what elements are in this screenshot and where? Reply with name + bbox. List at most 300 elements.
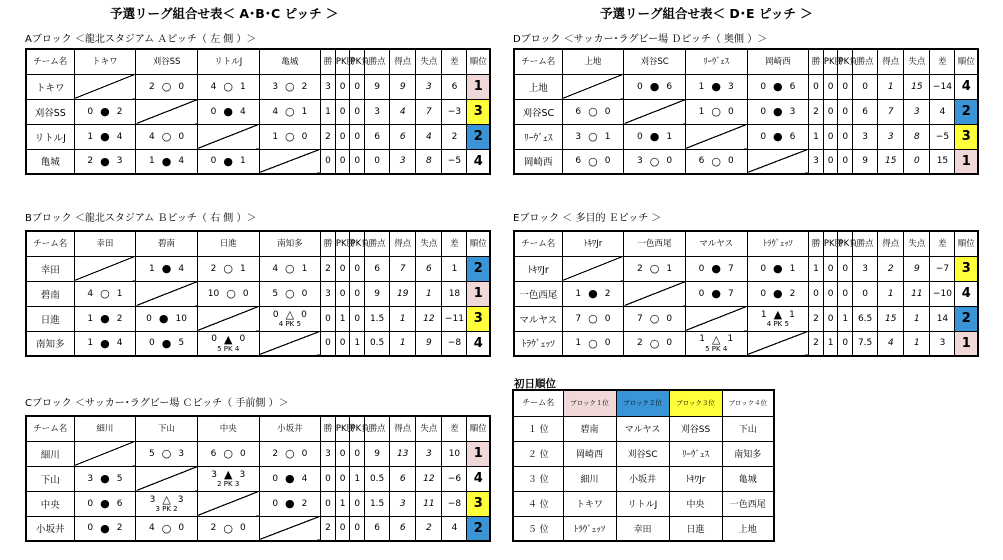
header-win: 勝 [321,416,336,441]
match-result [259,491,321,516]
score-for: 0 [87,106,94,117]
pk-wins: 0 [335,99,350,124]
team-name: トキワ [26,74,74,99]
score-against: 0 [728,156,734,167]
score-for: 3 [575,131,582,142]
result-symbol: ○ [285,447,295,460]
score-against: 0 [242,288,249,299]
block-table [25,230,491,357]
header-pkwin: PK勝 [335,231,350,256]
goals-against: 0 [904,149,930,174]
result-symbol: ● [161,262,172,275]
block-table [25,48,491,175]
score-for: 0 [760,106,767,117]
result-symbol: ○ [285,105,295,118]
score-against: 2 [301,498,308,509]
header-opponent: 幸田 [74,231,136,256]
score-line [748,131,809,142]
self-cell [562,256,624,281]
points: 0 [853,281,878,306]
score-for: 4 [272,263,279,274]
match-result [74,306,136,331]
score-against: 3 [239,469,246,480]
result-symbol: ● [100,154,110,168]
header-points: 勝点 [365,231,390,256]
score-line [563,313,624,324]
score-line [686,156,747,167]
score-against: 6 [789,131,796,142]
result-symbol: ● [100,312,110,325]
result-symbol: ● [711,80,721,93]
match-result [685,149,747,174]
header-opponent: 下山 [136,416,198,441]
team-row [514,149,978,174]
score-against: 0 [178,81,185,92]
match-result [136,74,198,99]
match-result [197,281,259,306]
pk-wins: 0 [335,516,350,541]
final-header-team: チーム名 [513,390,563,416]
goals-against: 4 [416,124,442,149]
score-line [136,156,197,167]
team-row [26,466,490,491]
match-result [747,74,809,99]
match-result [747,281,809,306]
score-against: 2 [301,81,308,92]
result-symbol: ▲ [223,468,233,481]
result-symbol: ○ [649,262,660,275]
score-line [198,334,259,345]
header-opponent: ﾄﾗｳﾞｪｯｿ [747,231,809,256]
self-cell [197,124,259,149]
points: 1.5 [365,306,390,331]
result-symbol: △ [162,493,171,506]
final-header-block-rank: ブロック２位 [616,390,669,416]
score-for: 0 [272,498,279,509]
goals-against: 2 [416,516,442,541]
match-result [136,149,198,174]
pk-losses: 0 [838,74,853,99]
team-name: 刈谷SC [514,99,562,124]
score-for: 7 [637,313,643,324]
header-opponent: 日進 [197,231,259,256]
goal-diff: −3 [442,99,467,124]
score-for: 0 [637,81,643,92]
score-against: 0 [666,338,673,349]
pk-wins: 0 [823,256,838,281]
score-for: 2 [87,156,94,167]
points: 9 [365,441,390,466]
match-result [624,306,686,331]
score-for: 1 [87,313,94,324]
result-symbol: ● [649,130,660,143]
final-row [513,441,774,466]
wins: 3 [321,441,336,466]
score-for: 3 [211,469,217,480]
points: 0.5 [365,331,390,356]
goal-diff: −7 [930,256,955,281]
goals-against: 3 [904,99,930,124]
match-result [747,256,809,281]
self-cell [136,281,198,306]
match-result [136,306,198,331]
points: 1.5 [365,491,390,516]
score-for: 2 [210,523,217,534]
result-symbol: ○ [588,130,598,143]
rank: 4 [955,74,978,99]
final-team: ﾄﾗｳﾞｪｯｿ [563,516,616,541]
header-opponent: リトルJ [197,49,259,74]
score-for: 4 [149,131,155,142]
wins: 3 [321,74,336,99]
score-for: 1 [87,338,94,349]
header-win: 勝 [809,231,824,256]
self-cell [136,99,198,124]
final-team: 一色西尾 [722,491,774,516]
header-pkwin: PK勝 [335,49,350,74]
goals-for: 7 [390,256,416,281]
pk-wins: 0 [335,466,350,491]
self-cell [259,149,321,174]
result-symbol: ● [711,287,721,300]
score-for: 0 [146,313,152,324]
result-symbol: ○ [226,287,236,300]
team-row [514,99,978,124]
team-name: 碧南 [26,281,74,306]
header-gf: 得点 [390,49,416,74]
result-symbol: ○ [285,80,295,93]
goals-for: 15 [878,306,904,331]
match-result [624,149,686,174]
self-cell [197,306,259,331]
header-points: 勝点 [853,49,878,74]
score-line [686,81,747,92]
team-name: 刈谷SS [26,99,74,124]
score-for: 0 [210,156,217,167]
score-against: 6 [116,498,123,509]
final-team: 碧南 [563,416,616,441]
score-line [136,131,197,142]
match-result [197,466,259,491]
score-against: 6 [789,81,796,92]
team-row [26,491,490,516]
result-symbol: ● [100,130,110,143]
header-win: 勝 [809,49,824,74]
goals-against: 11 [416,491,442,516]
final-team: 小坂井 [616,466,669,491]
header-opponent: 刈谷SC [624,49,686,74]
final-row [513,516,774,541]
score-line [75,498,136,509]
team-name: 細川 [26,441,74,466]
match-result [259,441,321,466]
goal-diff: 2 [442,124,467,149]
team-name: 一色西尾 [514,281,562,306]
header-ga: 失点 [904,49,930,74]
header-opponent: 亀城 [259,49,321,74]
result-symbol: ▲ [773,308,783,321]
match-result [562,124,624,149]
score-line [198,81,259,92]
pk-score: 5 PK 4 [705,344,728,353]
self-cell [259,516,321,541]
header-win: 勝 [321,231,336,256]
score-for: 4 [210,81,217,92]
final-team: ﾘｰｳﾞｪｽ [669,441,722,466]
match-result [74,149,136,174]
rank: 2 [955,306,978,331]
score-against: 4 [240,106,246,117]
rank: 4 [467,466,490,491]
goals-against: 9 [416,331,442,356]
pk-losses: 0 [350,256,365,281]
header-opponent: 中央 [197,416,259,441]
team-row [514,256,978,281]
result-symbol: ● [158,312,169,325]
pk-losses: 0 [350,491,365,516]
header-gf: 得点 [390,416,416,441]
match-result [624,124,686,149]
score-for: 2 [272,448,279,459]
final-place: １ 位 [513,416,563,441]
goals-against: 9 [904,256,930,281]
goal-diff: −11 [442,306,467,331]
match-result [74,124,136,149]
final-team: 上地 [722,516,774,541]
score-against: 0 [301,448,308,459]
score-for: 0 [149,338,155,349]
result-symbol: △ [711,332,721,346]
score-line [260,81,321,92]
wins: 0 [809,74,824,99]
score-line [136,338,197,349]
score-for: 0 [760,131,767,142]
wins: 0 [321,466,336,491]
header-opponent: ﾘｰｳﾞｪｽ [685,49,747,74]
result-symbol: ○ [649,336,660,350]
score-against: 1 [666,263,673,274]
score-against: 10 [175,313,187,324]
rank: 2 [467,516,490,541]
match-result [562,281,624,306]
points: 0 [853,74,878,99]
score-for: 1 [149,156,155,167]
result-symbol: ○ [285,130,295,143]
result-symbol: ● [100,521,110,535]
self-cell [74,441,136,466]
header-opponent: トキワ [74,49,136,74]
score-for: 1 [699,334,705,345]
score-for: 5 [149,448,155,459]
team-name: リトルJ [26,124,74,149]
wins: 2 [809,306,824,331]
team-name: 亀城 [26,149,74,174]
score-for: 1 [87,131,94,142]
score-against: 2 [116,106,123,117]
match-result [747,99,809,124]
pk-losses: 0 [838,256,853,281]
team-row [26,256,490,281]
score-line [624,338,685,349]
match-result [259,306,321,331]
block-table [513,230,979,357]
points: 0.5 [365,466,390,491]
goals-against: 8 [904,124,930,149]
team-name: 南知多 [26,331,74,356]
rank: 4 [467,331,490,356]
wins: 3 [321,281,336,306]
points: 6 [365,516,390,541]
goal-diff: 4 [442,516,467,541]
goal-diff: 6 [442,74,467,99]
score-for: 0 [272,309,279,320]
score-against: 0 [240,523,246,534]
pk-wins: 0 [335,256,350,281]
team-row [26,124,490,149]
self-cell [624,281,686,306]
score-line [136,263,197,274]
pk-wins: 0 [823,149,838,174]
match-result [74,466,136,491]
goal-diff: 4 [930,99,955,124]
score-for: 0 [210,106,217,117]
header-opponent: ﾄｷﾜJr [562,231,624,256]
score-against: 4 [116,338,123,349]
final-row [513,491,774,516]
goals-against: 11 [904,281,930,306]
pk-wins: 0 [335,331,350,356]
result-symbol: ● [100,105,110,118]
match-result [197,441,259,466]
match-result [197,516,259,541]
score-line [563,131,624,142]
score-for: 0 [211,334,217,345]
pk-losses: 0 [838,331,853,356]
match-result [259,281,321,306]
wins: 2 [809,99,824,124]
match-result [562,331,624,356]
score-for: 4 [272,106,279,117]
header-opponent: 上地 [562,49,624,74]
result-symbol: ● [773,105,783,118]
points: 6 [365,256,390,281]
score-against: 3 [728,81,734,92]
result-symbol: ○ [223,521,233,535]
pk-wins: 1 [335,491,350,516]
header-team: チーム名 [514,49,562,74]
goal-diff: 10 [442,441,467,466]
result-symbol: ● [711,262,721,275]
self-cell [259,331,321,356]
score-for: 3 [637,156,643,167]
score-line [624,263,685,274]
score-for: 7 [575,313,582,324]
score-line [624,313,685,324]
result-symbol: ● [649,80,660,93]
match-result [685,281,747,306]
score-line [75,131,136,142]
score-against: 4 [178,156,185,167]
result-symbol: ○ [649,312,660,325]
team-name: ﾄｷﾜJr [514,256,562,281]
self-cell [685,306,747,331]
score-against: 3 [116,156,123,167]
header-pkloss: PK負 [350,49,365,74]
match-result [259,256,321,281]
team-name: 上地 [514,74,562,99]
goal-diff: 18 [442,281,467,306]
team-row [26,516,490,541]
wins: 2 [321,256,336,281]
block-title: Cブロック ＜サッカー･ラグビー場 Ｃピッチ（ 手前側 ）＞ [25,398,289,409]
match-result [136,441,198,466]
score-line [748,106,809,117]
score-against: 7 [728,288,734,299]
header-pkwin: PK勝 [823,231,838,256]
wins: 0 [321,331,336,356]
result-symbol: △ [285,308,295,321]
pk-losses: 0 [350,306,365,331]
result-symbol: ○ [161,130,172,143]
header-pkwin: PK勝 [335,416,350,441]
score-against: 3 [789,106,796,117]
pk-losses: 1 [350,466,365,491]
goals-against: 3 [416,74,442,99]
goals-for: 13 [390,441,416,466]
score-line [75,106,136,117]
goals-for: 1 [878,74,904,99]
goal-diff: −8 [442,491,467,516]
score-for: 2 [637,338,643,349]
pk-wins: 0 [823,74,838,99]
score-line [75,473,136,484]
match-result [74,99,136,124]
final-team: 日進 [669,516,722,541]
header-win: 勝 [321,49,336,74]
final-team: 幸田 [616,516,669,541]
result-symbol: ○ [223,262,233,275]
header-rank: 順位 [467,231,490,256]
header-opponent: 細川 [74,416,136,441]
block-title: Dブロック ＜サッカー･ラグビー場 Ｄピッチ（ 奥側 ）＞ [513,34,768,45]
score-for: 1 [575,338,582,349]
score-line [563,106,624,117]
final-header-block-rank: ブロック４位 [722,390,774,416]
score-line [260,288,321,299]
match-result [136,331,198,356]
final-header-block-rank: ブロック３位 [669,390,722,416]
team-row [26,306,490,331]
team-row [514,306,978,331]
result-symbol: ● [100,472,110,485]
rank: 2 [467,256,490,281]
final-team: 刈谷SC [616,441,669,466]
score-for: 2 [210,263,217,274]
pk-wins: 0 [335,281,350,306]
match-result [624,256,686,281]
team-row [514,74,978,99]
pk-losses: 0 [350,516,365,541]
points: 3 [365,99,390,124]
score-for: 0 [87,523,94,534]
goals-for: 3 [878,124,904,149]
match-result [259,99,321,124]
match-result [197,99,259,124]
score-against: 0 [604,313,611,324]
final-row [513,416,774,441]
pk-wins: 1 [823,331,838,356]
header-gd: 差 [930,49,955,74]
